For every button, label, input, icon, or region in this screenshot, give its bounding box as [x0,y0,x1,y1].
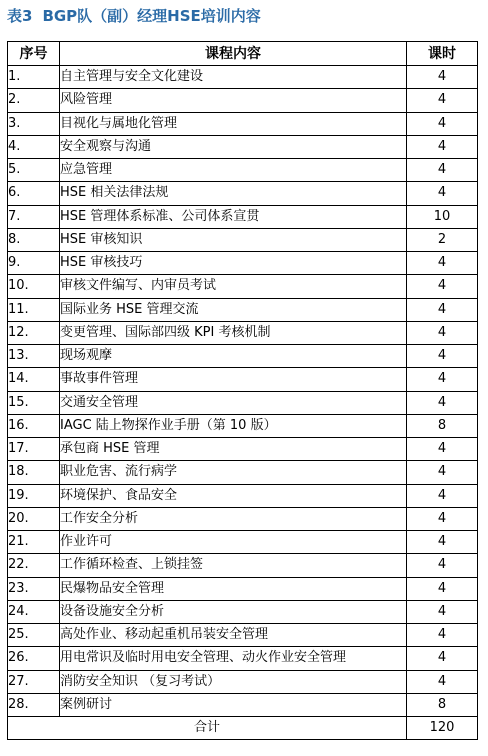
row-hours: 4 [407,66,478,89]
row-hours: 4 [407,159,478,182]
row-topic: 审核文件编写、内审员考试 [60,275,407,298]
row-number: 25. [8,624,60,647]
row-hours: 2 [407,228,478,251]
row-topic: HSE 管理体系标准、公司体系宣贯 [60,205,407,228]
table-row [8,507,478,530]
table-row [8,159,478,182]
row-topic: 自主管理与安全文化建设 [60,66,407,89]
row-hours: 4 [407,461,478,484]
row-hours: 4 [407,531,478,554]
row-number: 20. [8,507,60,530]
row-topic: 案例研讨 [60,693,407,716]
table-row [8,321,478,344]
row-number: 4. [8,135,60,158]
row-number: 14. [8,368,60,391]
row-topic: HSE 相关法律法规 [60,182,407,205]
row-topic: 民爆物品安全管理 [60,577,407,600]
row-number: 12. [8,321,60,344]
row-topic: 应急管理 [60,159,407,182]
row-topic: 目视化与属地化管理 [60,112,407,135]
table-title-text: BGP队（副）经理HSE培训内容 [42,7,261,25]
table-row [8,624,478,647]
row-hours: 4 [407,391,478,414]
table-row [8,484,478,507]
row-number: 9. [8,252,60,275]
row-hours: 4 [407,624,478,647]
row-number: 28. [8,693,60,716]
header-no: 序号 [8,42,60,66]
row-hours: 4 [407,112,478,135]
row-number: 26. [8,647,60,670]
row-topic: IAGC 陆上物探作业手册（第 10 版） [60,414,407,437]
row-topic: 职业危害、流行病学 [60,461,407,484]
table-row [8,391,478,414]
row-topic: 承包商 HSE 管理 [60,438,407,461]
row-hours: 4 [407,321,478,344]
table-row [8,112,478,135]
row-hours: 4 [407,647,478,670]
row-topic: 变更管理、国际部四级 KPI 考核机制 [60,321,407,344]
row-number: 18. [8,461,60,484]
table-row [8,461,478,484]
row-hours: 4 [407,182,478,205]
row-topic: 安全观察与沟通 [60,135,407,158]
table-row [8,670,478,693]
table-row [8,531,478,554]
header-topic: 课程内容 [60,42,407,66]
table-row [8,414,478,437]
table-row [8,368,478,391]
table-row [8,89,478,112]
row-number: 13. [8,345,60,368]
row-hours: 4 [407,135,478,158]
table-row [8,228,478,251]
row-topic: 设备设施安全分析 [60,600,407,623]
row-topic: 国际业务 HSE 管理交流 [60,298,407,321]
row-topic: 事故事件管理 [60,368,407,391]
row-number: 19. [8,484,60,507]
training-table [7,41,478,740]
table-row [8,205,478,228]
table-row [8,600,478,623]
row-number: 23. [8,577,60,600]
table-row [8,438,478,461]
row-topic: 环境保护、食品安全 [60,484,407,507]
row-hours: 4 [407,600,478,623]
table-row [8,66,478,89]
row-topic: HSE 审核技巧 [60,252,407,275]
row-hours: 4 [407,298,478,321]
row-hours: 4 [407,670,478,693]
table-title [7,6,261,26]
row-number: 24. [8,600,60,623]
row-topic: 风险管理 [60,89,407,112]
row-hours: 4 [407,507,478,530]
row-number: 10. [8,275,60,298]
table-body [8,66,478,717]
table-row [8,693,478,716]
row-number: 11. [8,298,60,321]
row-hours: 8 [407,414,478,437]
row-number: 27. [8,670,60,693]
row-number: 22. [8,554,60,577]
header-row [8,42,478,66]
table-row [8,298,478,321]
total-row [8,717,478,740]
table-row [8,135,478,158]
row-topic: 现场观摩 [60,345,407,368]
table-row [8,577,478,600]
row-number: 5. [8,159,60,182]
row-number: 8. [8,228,60,251]
total-label: 合计 [8,717,407,740]
row-hours: 4 [407,275,478,298]
row-hours: 4 [407,438,478,461]
row-topic: 作业许可 [60,531,407,554]
row-topic: 工作安全分析 [60,507,407,530]
row-topic: HSE 审核知识 [60,228,407,251]
table-row [8,345,478,368]
row-hours: 4 [407,345,478,368]
row-number: 6. [8,182,60,205]
header-hours: 课时 [407,42,478,66]
table-row [8,252,478,275]
row-number: 3. [8,112,60,135]
row-number: 21. [8,531,60,554]
row-topic: 交通安全管理 [60,391,407,414]
table-row [8,182,478,205]
row-hours: 4 [407,554,478,577]
row-number: 17. [8,438,60,461]
total-hours: 120 [407,717,478,740]
table-number: 表3 [7,7,33,25]
row-number: 7. [8,205,60,228]
table-row [8,554,478,577]
row-hours: 4 [407,577,478,600]
row-topic: 高处作业、移动起重机吊装安全管理 [60,624,407,647]
row-hours: 10 [407,205,478,228]
row-topic: 消防安全知识 （复习考试） [60,670,407,693]
row-number: 16. [8,414,60,437]
row-hours: 4 [407,368,478,391]
row-hours: 4 [407,484,478,507]
row-number: 2. [8,89,60,112]
row-number: 1. [8,66,60,89]
row-hours: 8 [407,693,478,716]
row-hours: 4 [407,89,478,112]
row-topic: 工作循环检查、上锁挂签 [60,554,407,577]
row-hours: 4 [407,252,478,275]
row-number: 15. [8,391,60,414]
table-row [8,647,478,670]
row-topic: 用电常识及临时用电安全管理、动火作业安全管理 [60,647,407,670]
table-row [8,275,478,298]
